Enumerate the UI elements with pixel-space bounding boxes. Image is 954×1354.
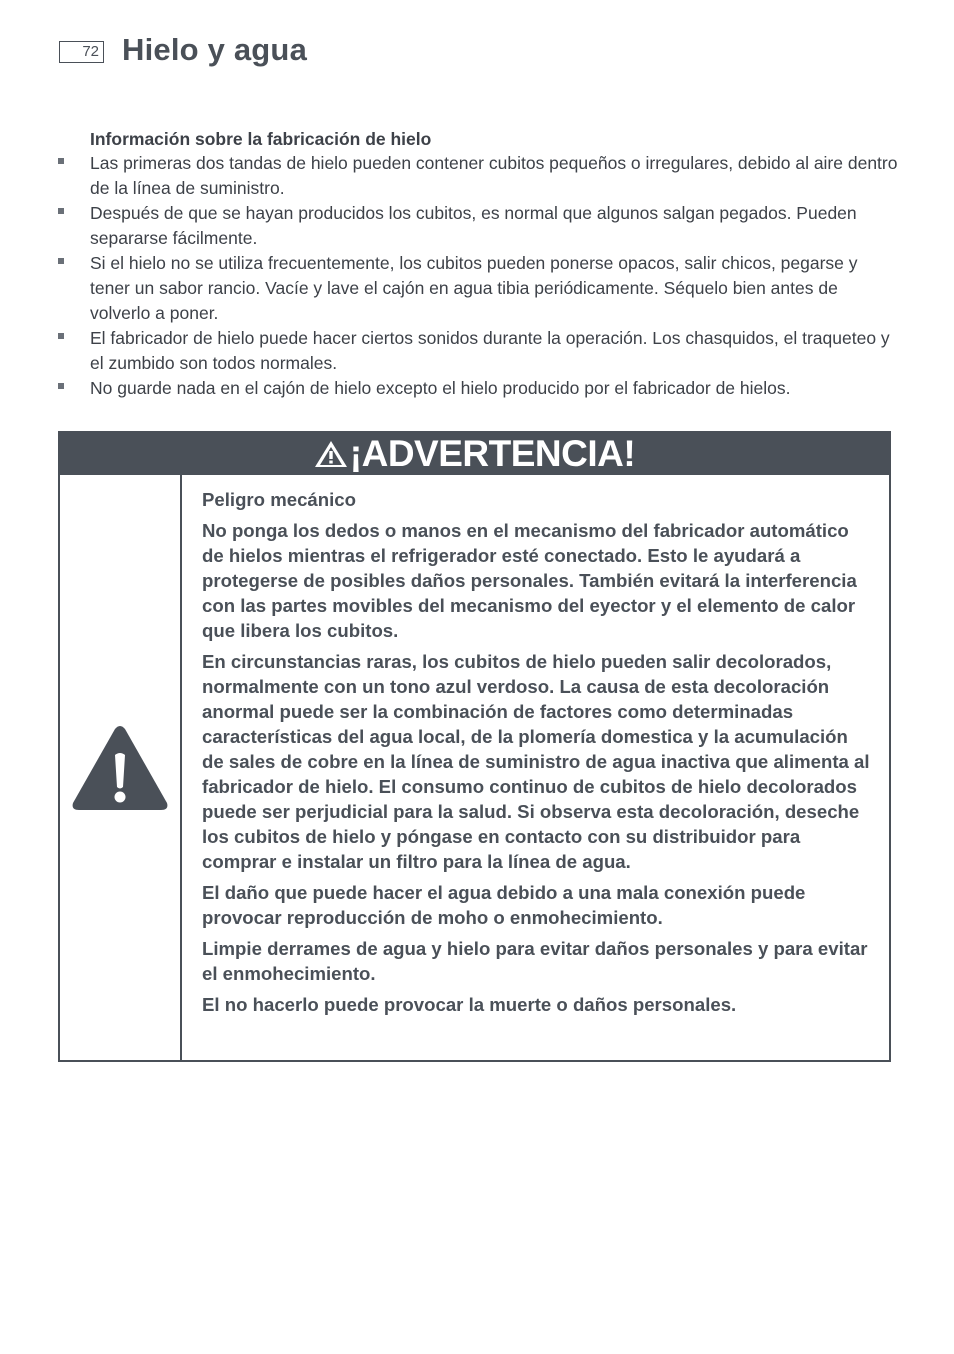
warning-paragraph: El daño que puede hacer el agua debido a una mala conexión puede provocar reproducción de moho o enmohecimiento. (202, 882, 806, 928)
info-bullet-list (58, 151, 898, 401)
page-number: 72 (59, 41, 104, 63)
warning-box (58, 431, 891, 1062)
bullet-square-icon (58, 158, 64, 164)
bullet-square-icon (58, 208, 64, 214)
list-item-text: Las primeras dos tandas de hielo pueden contener cubitos pequeños o irregulares, debido al aire dentro de la línea de suministro. (90, 153, 898, 198)
list-item (58, 151, 898, 201)
warning-paragraph: No ponga los dedos o manos en el mecanismo del fabricador automático de hielos mientras el refrigerador esté conectado. Esto le ayudará a protegerse de posibles daños personales. También evitará la interferencia con las partes movibles del mecanismo del eyector y el elemento de calor que libera los cubitos. (202, 520, 857, 641)
warning-icon-cell (60, 475, 182, 1060)
warning-subheading: Peligro mecánico (202, 489, 356, 510)
warning-paragraph: Limpie derrames de agua y hielo para evitar daños personales y para evitar el enmohecimiento. (202, 938, 868, 984)
list-item (58, 326, 898, 376)
list-item (58, 201, 898, 251)
list-item-text: Después de que se hayan producidos los cubitos, es normal que algunos salgan pegados. Pueden separarse fácilmente. (90, 203, 857, 248)
warning-body (60, 475, 889, 1060)
list-item-text: Si el hielo no se utiliza frecuentemente, los cubitos pueden ponerse opacos, salir chicos, pegarse y tener un sabor rancio. Vacíe y lave el cajón en agua tibia periódicamente. Séquelo bien antes de volverlo a poner. (90, 253, 858, 323)
warning-paragraph: En circunstancias raras, los cubitos de hielo pueden salir decolorados, normalmente con un tono azul verdoso. La causa de esta decoloración anormal puede ser la combinación de factores como determinadas características del agua local, de la plomería domestica y la acumulación de sales de cobre en la línea de suministro de agua inactiva que alimenta al fabricador de hielo. El consumo continuo de cubitos de hielo decolorados puede ser perjudicial para la salud. Si observa esta decoloración, deseche los cubitos de hielo y póngase en contacto con su distribuidor para comprar e instalar un filtro para la línea de agua. (202, 651, 870, 872)
list-item-text: El fabricador de hielo puede hacer ciertos sonidos durante la operación. Los chasquidos, el traqueteo y el zumbido son todos normales. (90, 328, 890, 373)
bullet-square-icon (58, 333, 64, 339)
warning-paragraph: El no hacerlo puede provocar la muerte o daños personales. (202, 994, 737, 1015)
warning-triangle-icon (71, 725, 169, 811)
list-item-text: No guarde nada en el cajón de hielo excepto el hielo producido por el fabricador de hielos. (90, 378, 791, 398)
ice-info-section (58, 127, 898, 401)
warning-header (60, 433, 889, 475)
warning-text (202, 487, 872, 1023)
info-heading: Información sobre la fabricación de hielo (90, 129, 432, 149)
bullet-square-icon (58, 383, 64, 389)
warning-title: ¡ADVERTENCIA! (349, 433, 636, 474)
bullet-square-icon (58, 258, 64, 264)
list-item (58, 251, 898, 326)
warning-triangle-icon (314, 440, 348, 468)
page-title: Hielo y agua (122, 32, 308, 67)
list-item (58, 376, 898, 401)
